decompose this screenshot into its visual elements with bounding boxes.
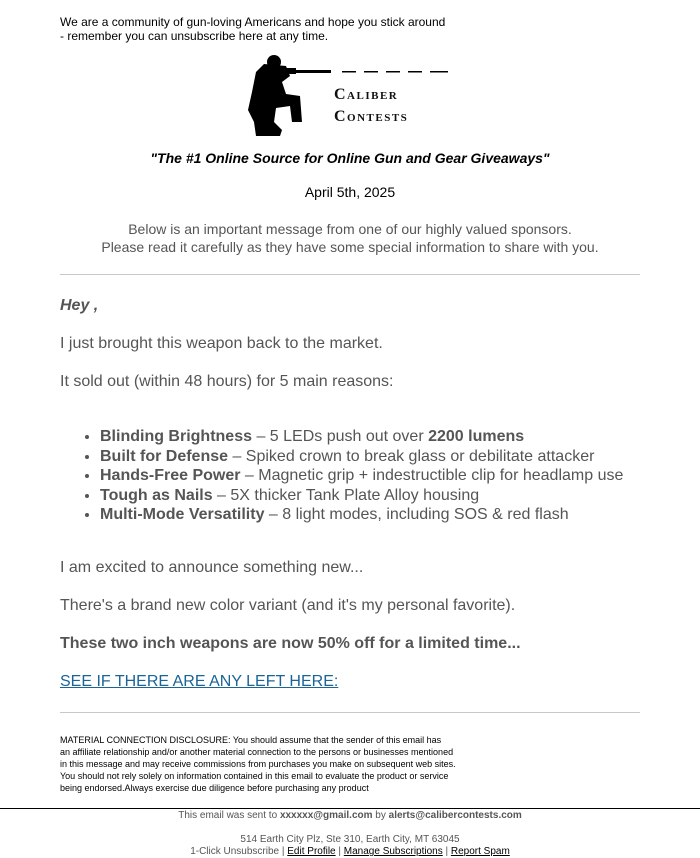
intro-line-2: - remember you can unsubscribe here at any time. — [60, 29, 329, 43]
one-click-unsubscribe[interactable]: 1-Click Unsubscribe — [190, 846, 280, 857]
reason-text: – Spiked crown to break glass or debilitate attacker — [228, 447, 595, 465]
cta-link[interactable]: SEE IF THERE ARE ANY LEFT HERE: — [60, 673, 339, 690]
sent-to-line — [0, 810, 700, 821]
issue-date: April 5th, 2025 — [304, 184, 396, 200]
separator: | — [335, 846, 344, 857]
greeting: Hey , — [60, 297, 99, 314]
logo-word-caliber: Caliber — [334, 86, 399, 103]
reason-text: – 5 LEDs push out over — [252, 428, 429, 445]
reason-text: – 8 light modes, including SOS & red flash — [264, 506, 569, 523]
caliber-contests-logo — [246, 52, 456, 142]
list-item — [100, 427, 623, 447]
disclosure-line: in this message and may receive commissions from purchases you make on subsequent web sites. — [60, 759, 456, 769]
reason-text: – 5X thicker Tank Plate Alloy housing — [212, 486, 480, 504]
report-spam-link[interactable]: Report Spam — [450, 846, 510, 857]
disclosure-line: an affiliate relationship and/or another material connection to the persons or businesses mentioned — [60, 747, 454, 757]
disclosure-line: being endorsed.Always exercise due diligence before purchasing any product — [60, 783, 369, 793]
sent-prefix: This email was sent to — [178, 810, 280, 821]
tagline: "The #1 Online Source for Online Gun and Gear Giveaways" — [150, 150, 550, 166]
manage-subscriptions-link[interactable]: Manage Subscriptions — [343, 846, 443, 857]
reasons-list — [60, 427, 623, 525]
footer-divider — [0, 808, 700, 809]
divider-top — [60, 274, 640, 275]
sent-by: by — [372, 810, 389, 821]
postal-address: 514 Earth City Plz, Ste 310, Earth City, MT 63045 — [240, 834, 460, 845]
offer-line: These two inch weapons are now 50% off for a limited time... — [60, 635, 521, 652]
intro-text — [60, 15, 460, 43]
reason-text: – Magnetic grip + indestructible clip for headlamp use — [240, 467, 624, 484]
divider-bottom — [60, 712, 640, 713]
reason-strong: 2200 lumens — [428, 428, 525, 445]
list-item — [100, 447, 623, 467]
logo-word-contests: Contests — [334, 108, 409, 125]
list-item — [100, 505, 623, 525]
disclosure-line: You should not rely solely on information contained in this email to evaluate the product or service — [60, 771, 449, 781]
reason-title: Built for Defense — [100, 447, 229, 465]
sponsor-notice — [0, 220, 700, 256]
disclosure-line: MATERIAL CONNECTION DISCLOSURE: You should assume that the sender of this email has — [60, 735, 442, 745]
sponsor-line-2: Please read it carefully as they have some special information to share with you. — [101, 239, 599, 255]
intro-line-1: We are a community of gun-loving Americans and hope you stick around — [60, 15, 446, 29]
edit-profile-link[interactable]: Edit Profile — [287, 846, 336, 857]
reason-title: Tough as Nails — [100, 486, 213, 504]
sender-email: alerts@calibercontests.com — [388, 810, 522, 821]
list-item — [100, 466, 623, 486]
footer-links — [0, 846, 700, 857]
reason-title: Blinding Brightness — [100, 428, 252, 445]
separator: | — [442, 846, 451, 857]
paragraph-1: I just brought this weapon back to the market. — [60, 335, 383, 352]
recipient-email: xxxxxx@gmail.com — [279, 810, 373, 821]
paragraph-4: There's a brand new color variant (and it's my personal favorite). — [60, 597, 516, 614]
material-disclosure — [60, 734, 510, 794]
reason-title: Hands-Free Power — [100, 467, 241, 484]
sponsor-line-1: Below is an important message from one of our highly valued sponsors. — [128, 221, 572, 237]
paragraph-3: I am excited to announce something new... — [60, 559, 364, 576]
reason-title: Multi-Mode Versatility — [100, 506, 265, 523]
paragraph-2: It sold out (within 48 hours) for 5 main reasons: — [60, 373, 394, 390]
list-item — [100, 486, 623, 506]
separator: | — [279, 846, 288, 857]
